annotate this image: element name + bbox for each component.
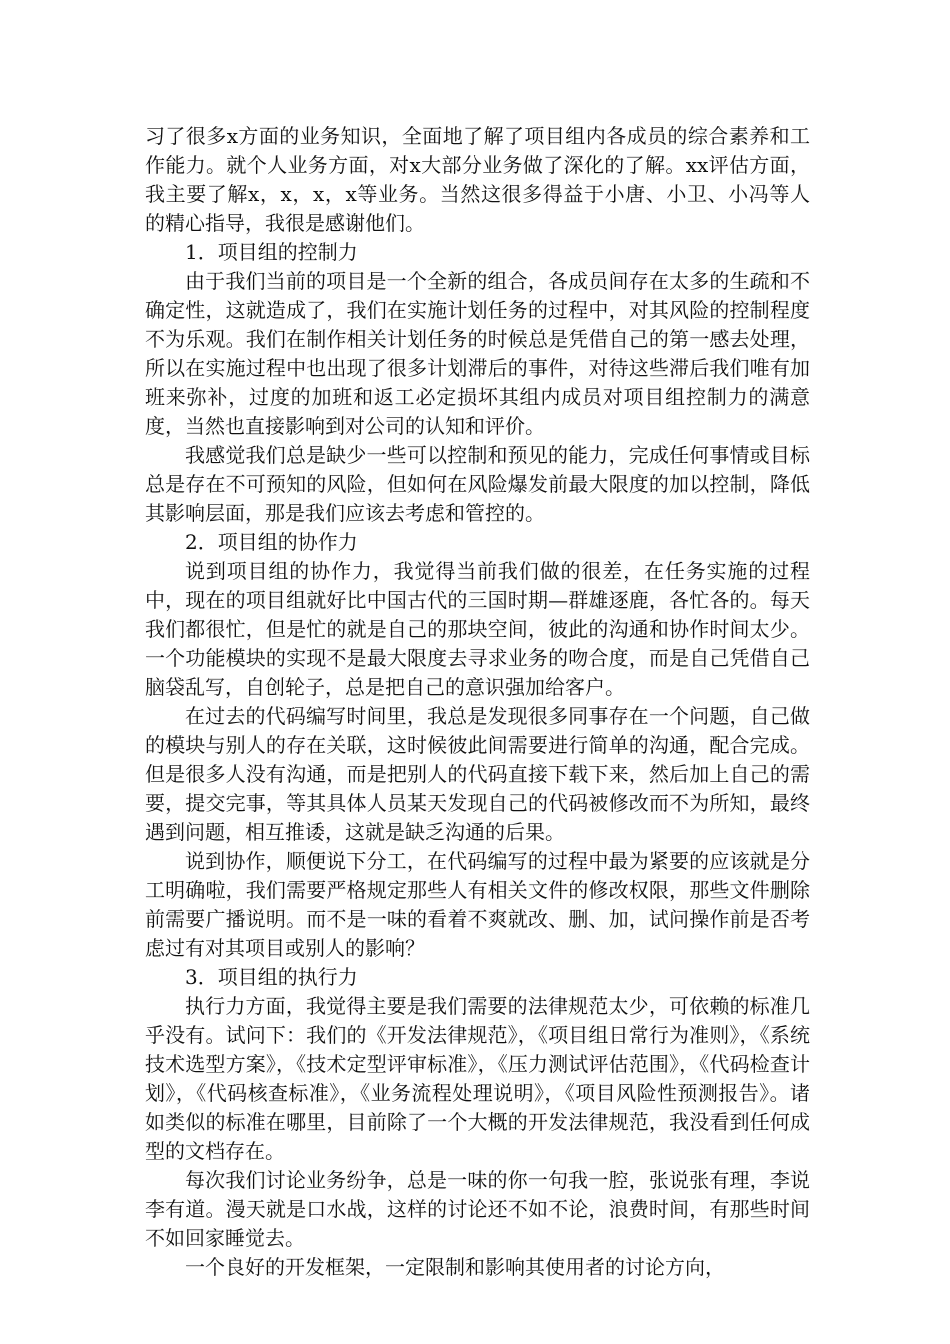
paragraph-7: 执行力方面，我觉得主要是我们需要的法律规范太少，可依赖的标准几乎没有。试问下：我们的《开发法律规范》，《项目组日常行为准则》，《系统技术选型方案》，《技术定型评审标准》，《压力测试评估范围》，《代码检查计划》，《代码核查标准》，《业务流程处理说明》，《项目风险性预测报告》。诸如类似的标准在哪里，目前除了一个大概的开发法律规范，我没看到任何成型的文档存在。 [145,994,810,1163]
section-heading-control: 1．项目组的控制力 [185,240,358,264]
paragraph-3: 我感觉我们总是缺少一些可以控制和预见的能力，完成任何事情或目标总是存在不可预知的风险，但如何在风险爆发前最大限度的加以控制，降低其影响层面，那是我们应该去考虑和管控的。 [145,443,810,525]
section-heading-collaboration: 2．项目组的协作力 [185,530,358,554]
paragraph-4: 说到项目组的协作力，我觉得当前我们做的很差，在任务实施的过程中，现在的项目组就好比中国古代的三国时期—群雄逐鹿，各忙各的。每天我们都很忙，但是忙的就是自己的那块空间，彼此的沟通和协作时间太少。一个功能模块的实现不是最大限度去寻求业务的吻合度，而是自己凭借自己脑袋乱写，自创轮子，总是把自己的意识强加给客户。 [145,559,810,699]
paragraph-6: 说到协作，顺便说下分工，在代码编写的过程中最为紧要的应该就是分工明确啦，我们需要严格规定那些人有相关文件的修改权限，那些文件删除前需要广播说明。而不是一味的看着不爽就改、删、加，试问操作前是否考虑过有对其项目或别人的影响？ [145,849,810,960]
section-heading-execution: 3．项目组的执行力 [185,965,358,989]
paragraph-2: 由于我们当前的项目是一个全新的组合，各成员间存在太多的生疏和不确定性，这就造成了，我们在实施计划任务的过程中，对其风险的控制程度不为乐观。我们在制作相关计划任务的时候总是凭借自己的第一感去处理，所以在实施过程中也出现了很多计划滞后的事件，对待这些滞后我们唯有加班来弥补，过度的加班和返工必定损坏其组内成员对项目组控制力的满意度，当然也直接影响到对公司的认知和评价。 [145,269,810,438]
paragraph-9: 一个良好的开发框架，一定限制和影响其使用者的讨论方向， [185,1255,725,1279]
paragraph-8: 每次我们讨论业务纷争，总是一味的你一句我一腔，张说张有理，李说李有道。漫天就是口水战，这样的讨论还不如不论，浪费时间，有那些时间不如回家睡觉去。 [145,1168,810,1250]
paragraph-1: 习了很多x方面的业务知识，全面地了解了项目组内各成员的综合素养和工作能力。就个人业务方面，对x大部分业务做了深化的了解。xx评估方面，我主要了解x，x，x，x等业务。当然这很多得益于小唐、小卫、小冯等人的精心指导，我很是感谢他们。 [145,124,810,235]
paragraph-5: 在过去的代码编写时间里，我总是发现很多同事存在一个问题，自己做的模块与别人的存在关联，这时候彼此间需要进行简单的沟通，配合完成。但是很多人没有沟通，而是把别人的代码直接下载下来，然后加上自己的需要，提交完事，等其具体人员某天发现自己的代码被修改而不为所知，最终遇到问题，相互推诿，这就是缺乏沟通的后果。 [145,704,810,844]
document-body [145,122,810,1282]
